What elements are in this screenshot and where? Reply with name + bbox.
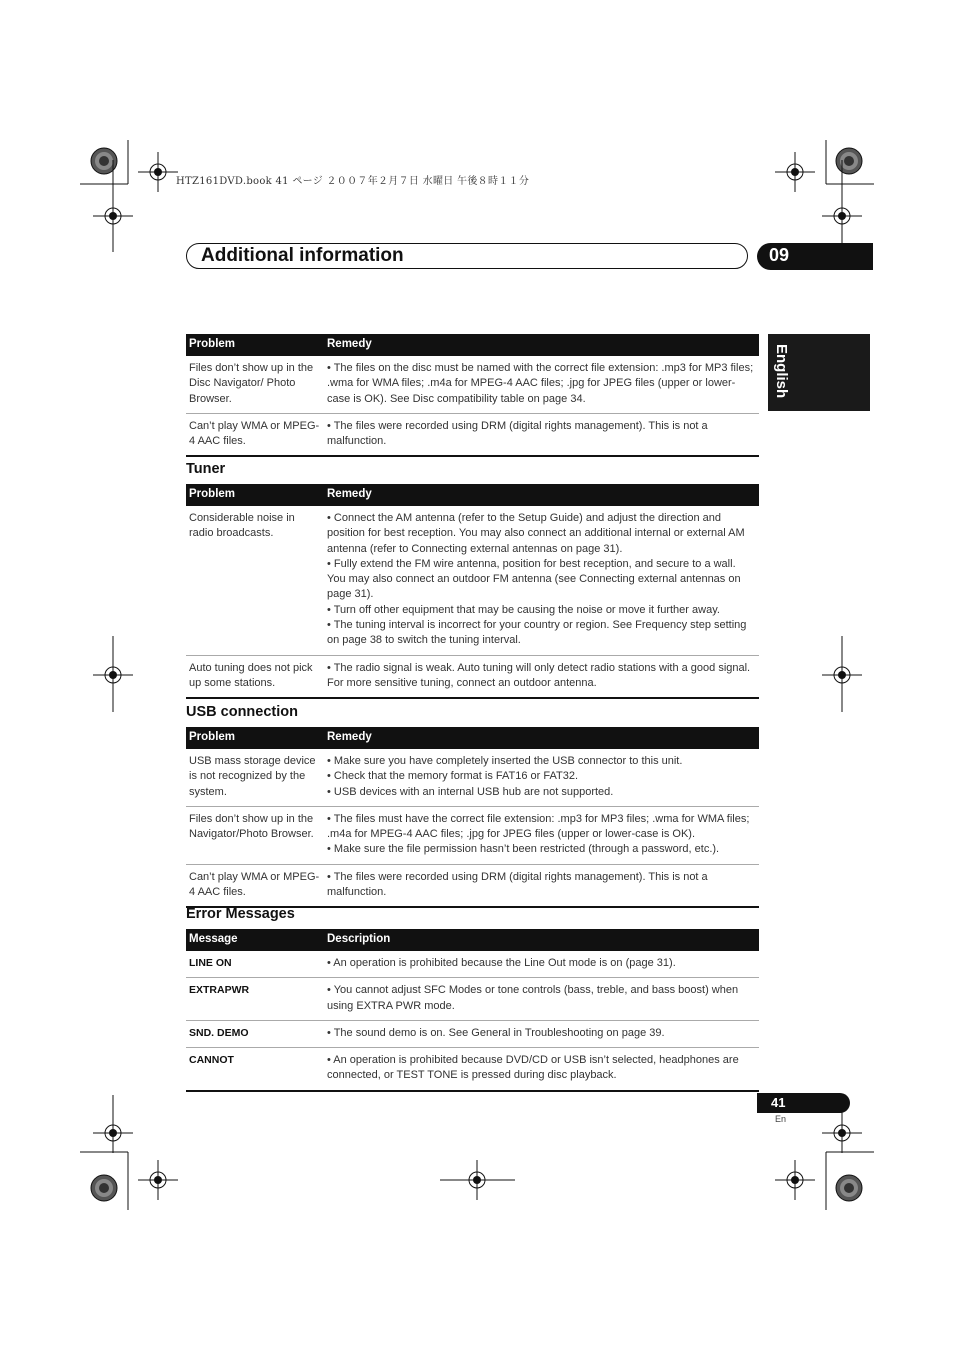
remedy-item: • The files were recorded using DRM (digital rights management). This is not a malfunction.	[327, 870, 708, 899]
table-row	[186, 749, 759, 806]
remedy-item: • Make sure the file permission hasn’t been restricted (through a password, etc.).	[327, 843, 720, 856]
message-cell: LINE ON	[189, 957, 232, 969]
col-message: Message	[186, 929, 324, 951]
table-row	[186, 864, 759, 907]
table-header	[186, 929, 759, 951]
remedy-item: • The radio signal is weak. Auto tuning will only detect radio stations with a good signal. For more sensitive tuning, connect an outdoor antenna.	[327, 661, 751, 689]
remedy-cell	[324, 749, 759, 806]
table-row	[186, 413, 759, 456]
col-remedy: Remedy	[324, 334, 759, 356]
remedy-cell: • The files were recorded using DRM (digital rights management). This is not a malfunction.	[324, 413, 759, 456]
remedy-cell	[324, 864, 759, 907]
disc-troubleshooting-section	[186, 334, 759, 457]
remedy-item: • Check that the memory format is FAT16 or FAT32.	[327, 770, 579, 783]
language-tab	[768, 334, 870, 411]
col-remedy: Remedy	[324, 727, 759, 749]
remedy-cell	[324, 806, 759, 864]
col-problem: Problem	[186, 334, 324, 356]
description-cell: • You cannot adjust SFC Modes or tone controls (bass, treble, and bass boost) when using EXTRA PWR mode.	[324, 978, 759, 1021]
usb-table	[186, 727, 759, 908]
problem-cell: Files don’t show up in the Navigator/Photo Browser.	[186, 806, 324, 864]
table-header	[186, 334, 759, 356]
message-cell: EXTRAPWR	[186, 978, 324, 1021]
problem-cell: USB mass storage device is not recognized by the system.	[189, 755, 316, 798]
remedy-item: • The files must have the correct file extension: .mp3 for MP3 files; .wma for WMA files; .m4a for MPEG-4 AAC files; .jpg for JPEG files (upper or lower-case is OK).	[327, 812, 750, 841]
section-heading: Tuner	[186, 461, 226, 477]
table-row	[186, 978, 759, 1021]
error-messages-table	[186, 929, 759, 1092]
description-cell: • The sound demo is on. See General in Troubleshooting on page 39.	[324, 1020, 759, 1047]
chapter-number-tab	[757, 243, 873, 270]
remedy-cell: • The files on the disc must be named with the correct file extension: .mp3 for MP3 files; .wma for WMA files; .m4a for MPEG-4 AAC files; .jpg for JPEG files (upper or lower-case is OK). See Disc compatibility table on page 34.	[327, 362, 754, 405]
description-cell: • An operation is prohibited because the Line Out mode is on (page 31).	[327, 957, 676, 969]
remedy-cell	[324, 655, 759, 698]
description-cell: • An operation is prohibited because DVD/CD or USB isn’t selected, headphones are connected, or TEST TONE is pressed during disc playback.	[324, 1048, 759, 1091]
remedy-item: • The tuning interval is incorrect for your country or region. See Frequency step setting on page 38 to switch the tuning interval.	[327, 619, 747, 647]
tuner-section	[186, 458, 759, 699]
print-header: HTZ161DVD.book 41 ページ ２００７年２月７日 水曜日 午後８時１１分	[176, 176, 530, 187]
problem-cell: Can’t play WMA or MPEG-4 AAC files.	[186, 413, 324, 456]
language-label: English	[773, 344, 790, 399]
problem-cell: Considerable noise in radio broadcasts.	[189, 512, 295, 540]
col-remedy: Remedy	[324, 484, 759, 506]
table-row	[186, 806, 759, 864]
section-heading: Error Messages	[186, 906, 295, 922]
table-header	[186, 484, 759, 506]
table-row	[186, 356, 759, 413]
problem-cell: Can’t play WMA or MPEG-4 AAC files.	[186, 864, 324, 907]
table-row	[186, 1048, 759, 1091]
problem-cell: Auto tuning does not pick up some stations.	[186, 655, 324, 698]
remedy-item: • Fully extend the FM wire antenna, position for best reception, and secure to a wall. You may also connect an outdoor FM antenna (see Connecting external antennas on page 31).	[327, 557, 741, 601]
remedy-item: • Connect the AM antenna (refer to the Setup Guide) and adjust the direction and position for best reception. You may also connect an additional internal or external AM antenna (refer to Connecting external antennas on page 31).	[327, 512, 745, 555]
remedy-cell	[324, 506, 759, 655]
col-description: Description	[324, 929, 759, 951]
page-lang-code: En	[775, 1114, 787, 1124]
problem-cell: Files don’t show up in the Disc Navigator/ Photo Browser.	[189, 362, 314, 405]
chapter-number: 09	[769, 245, 790, 265]
table-header	[186, 727, 759, 749]
tuner-table	[186, 484, 759, 699]
message-cell: CANNOT	[186, 1048, 324, 1091]
disc-table	[186, 334, 759, 457]
chapter-title-bar	[186, 243, 748, 269]
usb-section	[186, 701, 759, 908]
table-row	[186, 655, 759, 698]
col-problem: Problem	[186, 727, 324, 749]
remedy-item: • Make sure you have completely inserted the USB connector to this unit.	[327, 755, 683, 767]
remedy-item: • USB devices with an internal USB hub are not supported.	[327, 785, 614, 798]
table-row	[186, 506, 759, 655]
table-row	[186, 1020, 759, 1047]
table-row	[186, 951, 759, 978]
col-problem: Problem	[186, 484, 324, 506]
page-number: 41	[771, 1095, 786, 1110]
page-number-tab	[757, 1093, 850, 1113]
error-messages-section	[186, 903, 759, 1092]
message-cell: SND. DEMO	[186, 1020, 324, 1047]
remedy-item: • Turn off other equipment that may be causing the noise or move it further away.	[327, 603, 720, 616]
chapter-title: Additional information	[201, 245, 404, 266]
section-heading: USB connection	[186, 704, 298, 720]
